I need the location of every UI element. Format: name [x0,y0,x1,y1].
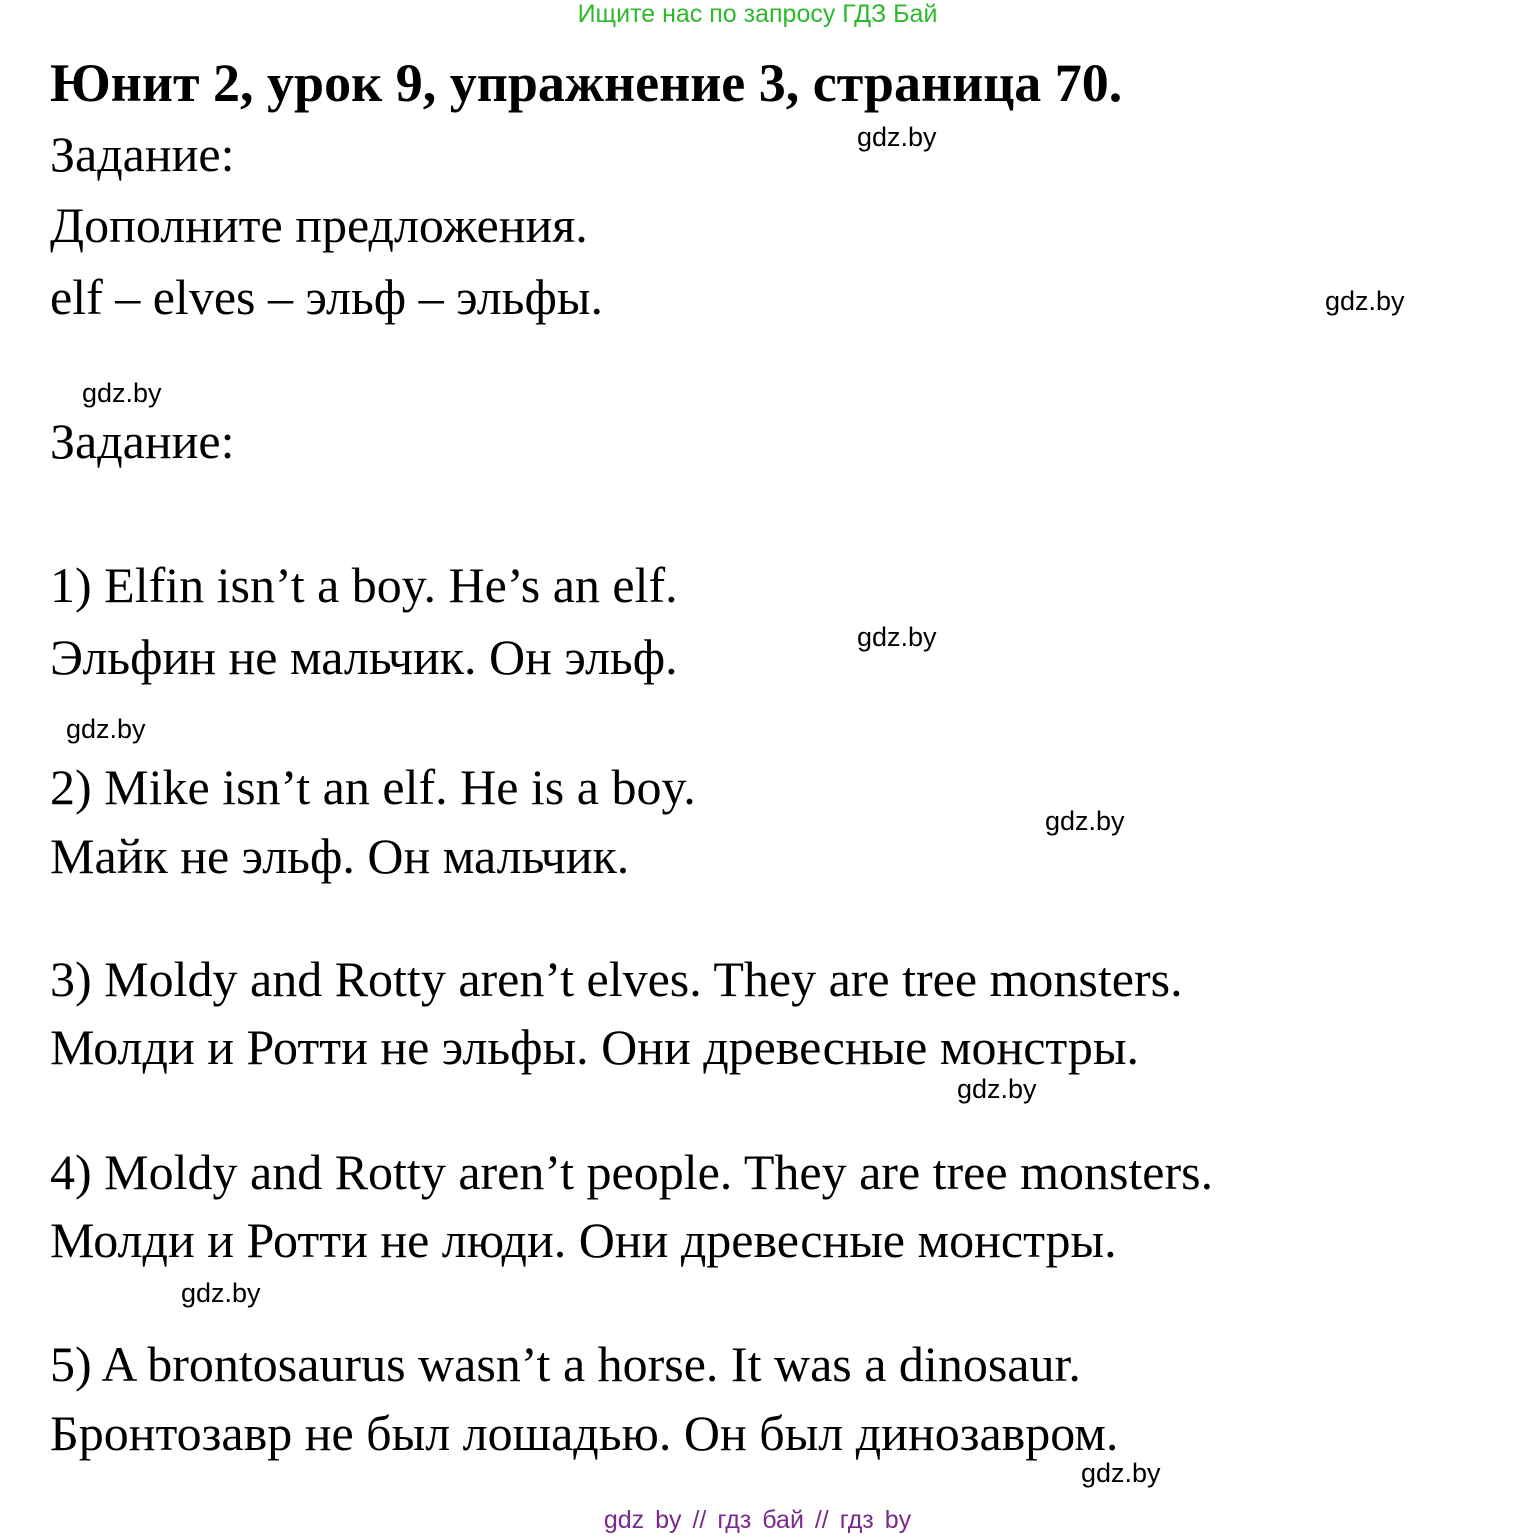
sentence-ru-1: Эльфин не мальчик. Он эльф. [50,629,678,685]
watermark: gdz.by [181,1278,261,1308]
sentence-en-4: 4) Moldy and Rotty aren’t people. They are tree monsters. [50,1144,1214,1200]
top-banner[interactable]: Ищите нас по запросу ГДЗ Бай [577,0,938,28]
watermark: gdz.by [1045,806,1125,836]
sentence-en-1: 1) Elfin isn’t a boy. He’s an elf. [50,557,678,613]
task1-instruction: Дополните предложения. [50,197,588,253]
task1-vocab: elf – elves – эльф – эльфы. [50,269,603,325]
watermark: gdz.by [1325,286,1405,316]
sentence-ru-3: Молди и Ротти не эльфы. Они древесные монстры. [50,1019,1139,1075]
task1-label: Задание: [50,126,235,182]
sentence-en-3: 3) Moldy and Rotty aren’t elves. They are tree monsters. [50,951,1183,1007]
watermark: gdz.by [66,714,146,744]
watermark: gdz.by [857,122,937,152]
watermark: gdz.by [957,1074,1037,1104]
sentence-ru-5: Бронтозавр не был лошадью. Он был динозавром. [50,1405,1119,1461]
watermark: gdz.by [857,622,937,652]
page-title: Юнит 2, урок 9, упражнение 3, страница 70. [50,53,1123,113]
footer-links[interactable]: gdz by // гдз бай // гдз by [603,1506,912,1534]
sentence-ru-4: Молди и Ротти не люди. Они древесные монстры. [50,1212,1117,1268]
sentence-en-2: 2) Mike isn’t an elf. He is a boy. [50,759,696,815]
watermark: gdz.by [1081,1458,1161,1488]
sentence-ru-2: Майк не эльф. Он мальчик. [50,828,630,884]
sentence-en-5: 5) A brontosaurus wasn’t a horse. It was a dinosaur. [50,1336,1081,1392]
watermark: gdz.by [82,378,162,408]
task2-label: Задание: [50,413,235,469]
